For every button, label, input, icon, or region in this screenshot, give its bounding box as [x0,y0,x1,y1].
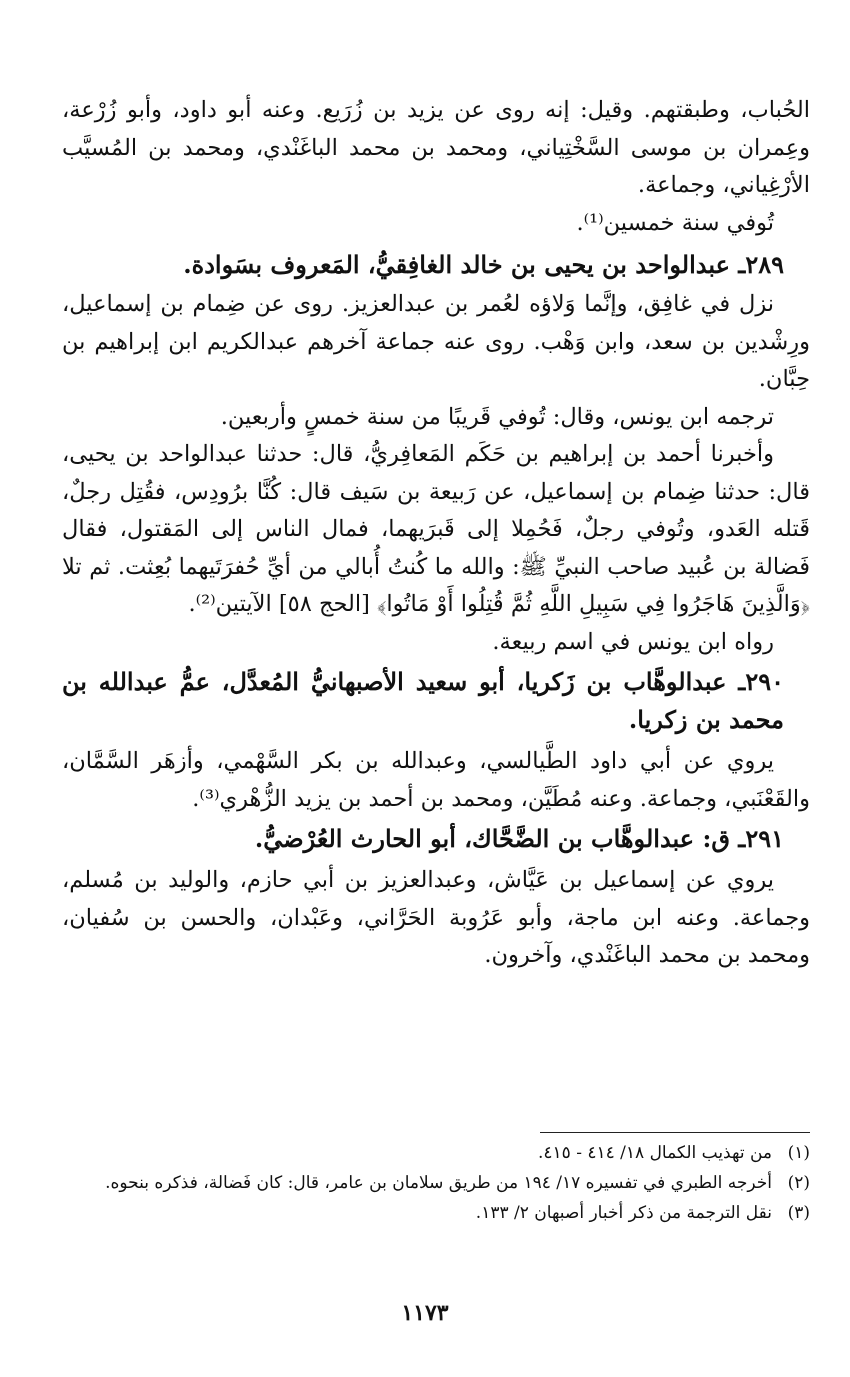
paragraph-290-bio: يروي عن أبي داود الطَّيالسي، وعبدالله بن بكر السَّهْمي، وأزهَر السَّمَّان، والقَعْنَبي، وجماعة. وعنه مُطَيَّن، ومحمد بن أحمد بن يزيد الزُّهْري⁽³⁾. [62,748,810,812]
entry-heading-290: ٢٩٠ـ عبدالوهَّاب بن زَكريا، أبو سعيد الأصبهانيُّ المُعدَّل، عمُّ عبدالله بن محمد بن زكريا. [62,667,784,734]
footnote-2 [62,1168,810,1198]
footnote-number: (٢) [787,1173,810,1193]
footnote-text: أخرجه الطبري في تفسيره ١٧/ ١٩٤ من طريق سلامان بن عامر، قال: كان فَضالة، فذكره بنحوه. [105,1173,772,1193]
paragraph-289-bio: نزل في غافِق، وإنَّما وَلاؤه لعُمر بن عبدالعزيز. روى عن ضِمام بن إسماعيل، ورِشْدين بن سعد، وابن وَهْب. روى عنه جماعة آخرهم عبدالكريم ابن إبراهيم بن حِبَّان. [62,291,810,392]
footnotes [62,1138,810,1228]
entry-heading-289: ٢٨٩ـ عبدالواحد بن يحيى بن خالد الغافِقيُّ، المَعروف بسَوادة. [183,250,784,279]
page-body [62,92,810,975]
page-number: ١١٧٣ [401,1300,449,1326]
footnote-text: نقل الترجمة من ذكر أخبار أصبهان ٢/ ١٣٣. [475,1203,772,1223]
paragraph-289-tarjama: ترجمه ابن يونس، وقال: تُوفي قَريبًا من سنة خمسٍ وأربعين. [220,403,774,430]
footnote-number: (٣) [787,1203,810,1223]
footnote-text: من تهذيب الكمال ١٨/ ٤١٤ - ٤١٥. [537,1143,772,1163]
paragraph-289-riwaya: رواه ابن يونس في اسم ربيعة. [492,628,774,655]
paragraph-continuation: الحُباب، وطبقتهم. وقيل: إنه روى عن يزيد بن زُرَيع. وعنه أبو داود، وأبو زُرْعة، وعِمران بن موسى السَّخْتِياني، ومحمد بن محمد الباغَنْدي، ومحمد بن المُسيَّب الأرْغِياني، وجماعة. [62,97,810,198]
footnote-3 [62,1198,810,1228]
paragraph-291-bio: يروي عن إسماعيل بن عَيَّاش، وعبدالعزيز بن أبي حازم، والوليد بن مُسلم، وجماعة. وعنه ابن ماجة، وأبو عَرُوبة الحَرَّاني، وعَبْدان، والحسن بن سُفيان، ومحمد بن محمد الباغَنْدي، وآخرون. [62,867,810,968]
paragraph-289-hadith: وأخبرنا أحمد بن إبراهيم بن حَكَم المَعافِريُّ، قال: حدثنا عبدالواحد بن يحيى، قال: حدثنا ضِمام بن إسماعيل، عن رَبيعة بن سَيف قال: كُنَّا برُودِس، فقُتِل رجلٌ، قَتله العَدو، وتُوفي رجلٌ، فَحُمِلا إلى قَبرَيهما، فمال الناس إلى المَقتول، فقال فَضالة بن عُبيد صاحب النبيِّ ﷺ: والله ما كُنتُ أُبالي من أيِّ حُفرَتَيهما بُعِثت. ثم تلا ﴿وَالَّذِينَ هَاجَرُوا فِي سَبِيلِ اللَّهِ ثُمَّ قُتِلُوا أَوْ مَاتُوا﴾ [الحج ٥٨] الآيتين⁽²⁾. [62,441,810,617]
paragraph-death-date: تُوفي سنة خمسين⁽¹⁾. [576,209,774,236]
entry-heading-291: ٢٩١ـ ق: عبدالوهَّاب بن الضَّحَّاك، أبو الحارث العُرْضيُّ. [254,824,784,853]
footnote-number: (١) [787,1143,810,1163]
footnote-divider [540,1132,810,1133]
footnote-1 [62,1138,810,1168]
